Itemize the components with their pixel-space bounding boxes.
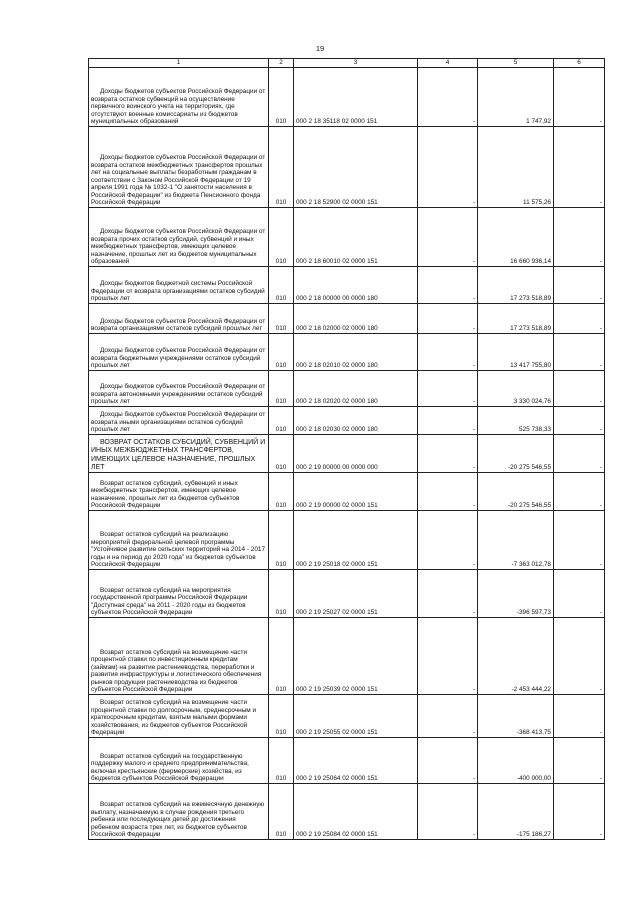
- column-4-cell: -: [418, 618, 478, 695]
- column-6-cell: -: [554, 784, 605, 840]
- amount-cell: 13 417 755,80: [478, 334, 554, 371]
- table-row: [89, 511, 605, 570]
- line-code-cell: 010: [269, 68, 294, 127]
- line-code-cell: 010: [269, 784, 294, 840]
- column-4-cell: -: [418, 435, 478, 473]
- line-code-cell: 010: [269, 371, 294, 407]
- column-4-cell: -: [418, 738, 478, 784]
- row-description-cell: [89, 618, 269, 695]
- column-header: 5: [478, 59, 554, 68]
- amount-cell: -20 275 546,55: [478, 473, 554, 511]
- column-6-cell: -: [554, 435, 605, 473]
- row-description-cell: [89, 407, 269, 435]
- line-code-cell: 010: [269, 511, 294, 570]
- table-row: [89, 267, 605, 304]
- row-description: Доходы бюджетов субъектов Российской Федерации от возврата прочих остатков субсидий, субвенций и иных межбюджетных трансфертов, имеющих целевое назначение, прошлых лет из бюджетов муниципальных образований: [91, 228, 266, 266]
- budget-code-cell: 000 2 19 25055 02 0000 151: [294, 695, 418, 738]
- table-header-row: [89, 59, 605, 68]
- amount-cell: 11 575,26: [478, 127, 554, 208]
- table-row: [89, 407, 605, 435]
- row-description-cell: [89, 435, 269, 473]
- row-description: Возврат остатков субсидий на реализацию мероприятий федеральной целевой программы "Устойчивое развитие сельских территорий на 2014 - 2017 годы и на период до 2020 года" из бюджетов субъектов Российской Федерации: [91, 531, 266, 569]
- budget-code-cell: 000 2 19 25027 02 0000 151: [294, 570, 418, 618]
- budget-code-cell: 000 2 19 00000 02 0000 151: [294, 473, 418, 511]
- amount-cell: 1 747,92: [478, 68, 554, 127]
- line-code-cell: 010: [269, 738, 294, 784]
- row-description: Возврат остатков субсидий на государственную поддержку малого и среднего предпринимательства, включая крестьянские (фермерские) хозяйства, из бюджетов субъектов Российской Федерации: [91, 752, 249, 783]
- line-code-cell: 010: [269, 304, 294, 334]
- budget-table: [88, 58, 605, 840]
- table-row: [89, 570, 605, 618]
- amount-cell: 3 330 024,76: [478, 371, 554, 407]
- amount-cell: 17 273 518,89: [478, 267, 554, 304]
- column-6-cell: -: [554, 68, 605, 127]
- table-row: [89, 618, 605, 695]
- row-description: Возврат остатков субсидий на возмещение части процентной ставки по инвестиционным кредитам (займам) на развитие растениеводства, переработки и развития инфраструктуры и логистического обеспечения рынков продукции растениеводства из бюджетов субъектов Российской Федерации: [91, 648, 262, 694]
- column-4-cell: -: [418, 208, 478, 267]
- table-row: [89, 473, 605, 511]
- budget-code-cell: 000 2 19 25018 02 0000 151: [294, 511, 418, 570]
- column-6-cell: -: [554, 738, 605, 784]
- column-4-cell: -: [418, 68, 478, 127]
- column-header: 1: [89, 59, 269, 68]
- column-4-cell: -: [418, 371, 478, 407]
- amount-cell: -175 186,27: [478, 784, 554, 840]
- table-row: [89, 334, 605, 371]
- row-description: Доходы бюджетов субъектов Российской Федерации от возврата автономными учреждениями остатков субсидий прошлых лет: [91, 383, 266, 406]
- page-number: 19: [315, 44, 325, 53]
- amount-cell: 525 738,33: [478, 407, 554, 435]
- column-6-cell: -: [554, 208, 605, 267]
- amount-cell: -368 413,75: [478, 695, 554, 738]
- column-6-cell: -: [554, 473, 605, 511]
- column-4-cell: -: [418, 784, 478, 840]
- column-4-cell: -: [418, 407, 478, 435]
- column-4-cell: -: [418, 570, 478, 618]
- amount-cell: -20 275 546,55: [478, 435, 554, 473]
- row-description: Возврат остатков субсидий на ежемесячную денежную выплату, назначаемую в случае рождения третьего ребенка или последующих детей до достижения ребенком возраста трех лет, из бюджетов субъектов Российской Федерации: [91, 801, 265, 839]
- column-6-cell: -: [554, 267, 605, 304]
- amount-cell: 17 273 518,89: [478, 304, 554, 334]
- column-4-cell: -: [418, 267, 478, 304]
- line-code-cell: 010: [269, 407, 294, 435]
- budget-code-cell: 000 2 19 25039 02 0000 151: [294, 618, 418, 695]
- row-description-cell: [89, 511, 269, 570]
- line-code-cell: 010: [269, 334, 294, 371]
- table-row: [89, 695, 605, 738]
- column-header: 4: [418, 59, 478, 68]
- row-description-cell: [89, 570, 269, 618]
- row-description-cell: [89, 738, 269, 784]
- column-6-cell: -: [554, 695, 605, 738]
- column-6-cell: -: [554, 407, 605, 435]
- column-6-cell: -: [554, 127, 605, 208]
- column-6-cell: -: [554, 618, 605, 695]
- budget-code-cell: 000 2 18 52900 02 0000 151: [294, 127, 418, 208]
- table-row: [89, 435, 605, 473]
- row-description-cell: [89, 784, 269, 840]
- table-row: [89, 784, 605, 840]
- row-description: Доходы бюджетов субъектов Российской Федерации от возврата остатков субвенций на осуществление первичного воинского учета на территориях, где отсутствуют военные комиссариаты из бюджетов муниципальных образований: [91, 88, 266, 126]
- budget-code-cell: 000 2 18 60010 02 0000 151: [294, 208, 418, 267]
- column-6-cell: -: [554, 570, 605, 618]
- row-description-cell: [89, 304, 269, 334]
- budget-code-cell: 000 2 18 02000 02 0000 180: [294, 304, 418, 334]
- column-header: 6: [554, 59, 605, 68]
- column-4-cell: -: [418, 473, 478, 511]
- row-description: Доходы бюджетов бюджетной системы Российской Федерации от возврата организациями остатков субсидий прошлых лет: [91, 280, 265, 303]
- column-4-cell: -: [418, 695, 478, 738]
- row-description: Доходы бюджетов субъектов Российской Федерации от возврата остатков межбюджетных трансфертов прошлых лет на социальные выплаты безработным гражданам в соответствии с Законом Российской Федерации от 19 апреля 1991 года № 1032-1 "О занятости населения в Российской Федерации" из бюджета Пенсионного фонда Российской Федерации: [91, 154, 266, 207]
- column-4-cell: -: [418, 334, 478, 371]
- column-header: 3: [294, 59, 418, 68]
- column-6-cell: -: [554, 304, 605, 334]
- row-description: Возврат остатков субсидий на возмещение части процентной ставки по долгосрочным, среднесрочным и краткосрочным кредитам, взятым малыми формами хозяйствования, из бюджетов субъектов Российской Федерации: [91, 699, 257, 737]
- budget-code-cell: 000 2 18 02010 02 0000 180: [294, 334, 418, 371]
- column-6-cell: -: [554, 511, 605, 570]
- column-6-cell: -: [554, 334, 605, 371]
- row-description-cell: [89, 68, 269, 127]
- line-code-cell: 010: [269, 267, 294, 304]
- amount-cell: -7 363 012,78: [478, 511, 554, 570]
- row-description-cell: [89, 473, 269, 511]
- amount-cell: -2 453 444,22: [478, 618, 554, 695]
- row-description-cell: [89, 267, 269, 304]
- budget-code-cell: 000 2 19 00000 00 0000 000: [294, 435, 418, 473]
- row-description: Доходы бюджетов субъектов Российской Федерации от возврата организациями остатков субсидий прошлых лет: [91, 317, 266, 333]
- column-4-cell: -: [418, 127, 478, 208]
- amount-cell: -400 000,00: [478, 738, 554, 784]
- table-row: [89, 208, 605, 267]
- row-description: Возврат остатков субсидий, субвенций и иных межбюджетных трансфертов, имеющих целевое назначение, прошлых лет из бюджетов субъектов Российской Федерации: [91, 479, 240, 510]
- table-row: [89, 127, 605, 208]
- line-code-cell: 010: [269, 473, 294, 511]
- row-description: Доходы бюджетов субъектов Российской Федерации от возврата бюджетными учреждениями остатков субсидий прошлых лет: [91, 347, 266, 370]
- row-description: Возврат остатков субсидий на мероприятия государственной программы Российской Федерации "Доступная среда" на 2011 - 2020 годы из бюджетов субъектов Российской Федерации: [91, 586, 248, 617]
- line-code-cell: 010: [269, 435, 294, 473]
- budget-code-cell: 000 2 18 00000 00 0000 180: [294, 267, 418, 304]
- row-description: ВОЗВРАТ ОСТАТКОВ СУБСИДИЙ, СУБВЕНЦИЙ И ИНЫХ МЕЖБЮДЖЕТНЫХ ТРАНСФЕРТОВ, ИМЕЮЩИХ ЦЕЛЕВОЕ НАЗНАЧЕНИЕ, ПРОШЛЫХ ЛЕТ: [91, 439, 266, 471]
- amount-cell: -396 597,73: [478, 570, 554, 618]
- line-code-cell: 010: [269, 127, 294, 208]
- table-row: [89, 304, 605, 334]
- table-row: [89, 371, 605, 407]
- row-description-cell: [89, 127, 269, 208]
- row-description-cell: [89, 334, 269, 371]
- amount-cell: 16 660 936,14: [478, 208, 554, 267]
- column-4-cell: -: [418, 511, 478, 570]
- column-header: 2: [269, 59, 294, 68]
- budget-code-cell: 000 2 19 25064 02 0000 151: [294, 738, 418, 784]
- row-description: Доходы бюджетов субъектов Российской Федерации от возврата иными организациями остатков субсидий прошлых лет: [91, 411, 266, 434]
- line-code-cell: 010: [269, 208, 294, 267]
- table-row: [89, 68, 605, 127]
- column-6-cell: -: [554, 371, 605, 407]
- row-description-cell: [89, 371, 269, 407]
- column-4-cell: -: [418, 304, 478, 334]
- budget-code-cell: 000 2 18 02020 02 0000 180: [294, 371, 418, 407]
- row-description-cell: [89, 695, 269, 738]
- row-description-cell: [89, 208, 269, 267]
- budget-code-cell: 000 2 18 35118 02 0000 151: [294, 68, 418, 127]
- line-code-cell: 010: [269, 695, 294, 738]
- line-code-cell: 010: [269, 570, 294, 618]
- line-code-cell: 010: [269, 618, 294, 695]
- table-row: [89, 738, 605, 784]
- budget-code-cell: 000 2 18 02030 02 0000 180: [294, 407, 418, 435]
- budget-code-cell: 000 2 19 25084 02 0000 151: [294, 784, 418, 840]
